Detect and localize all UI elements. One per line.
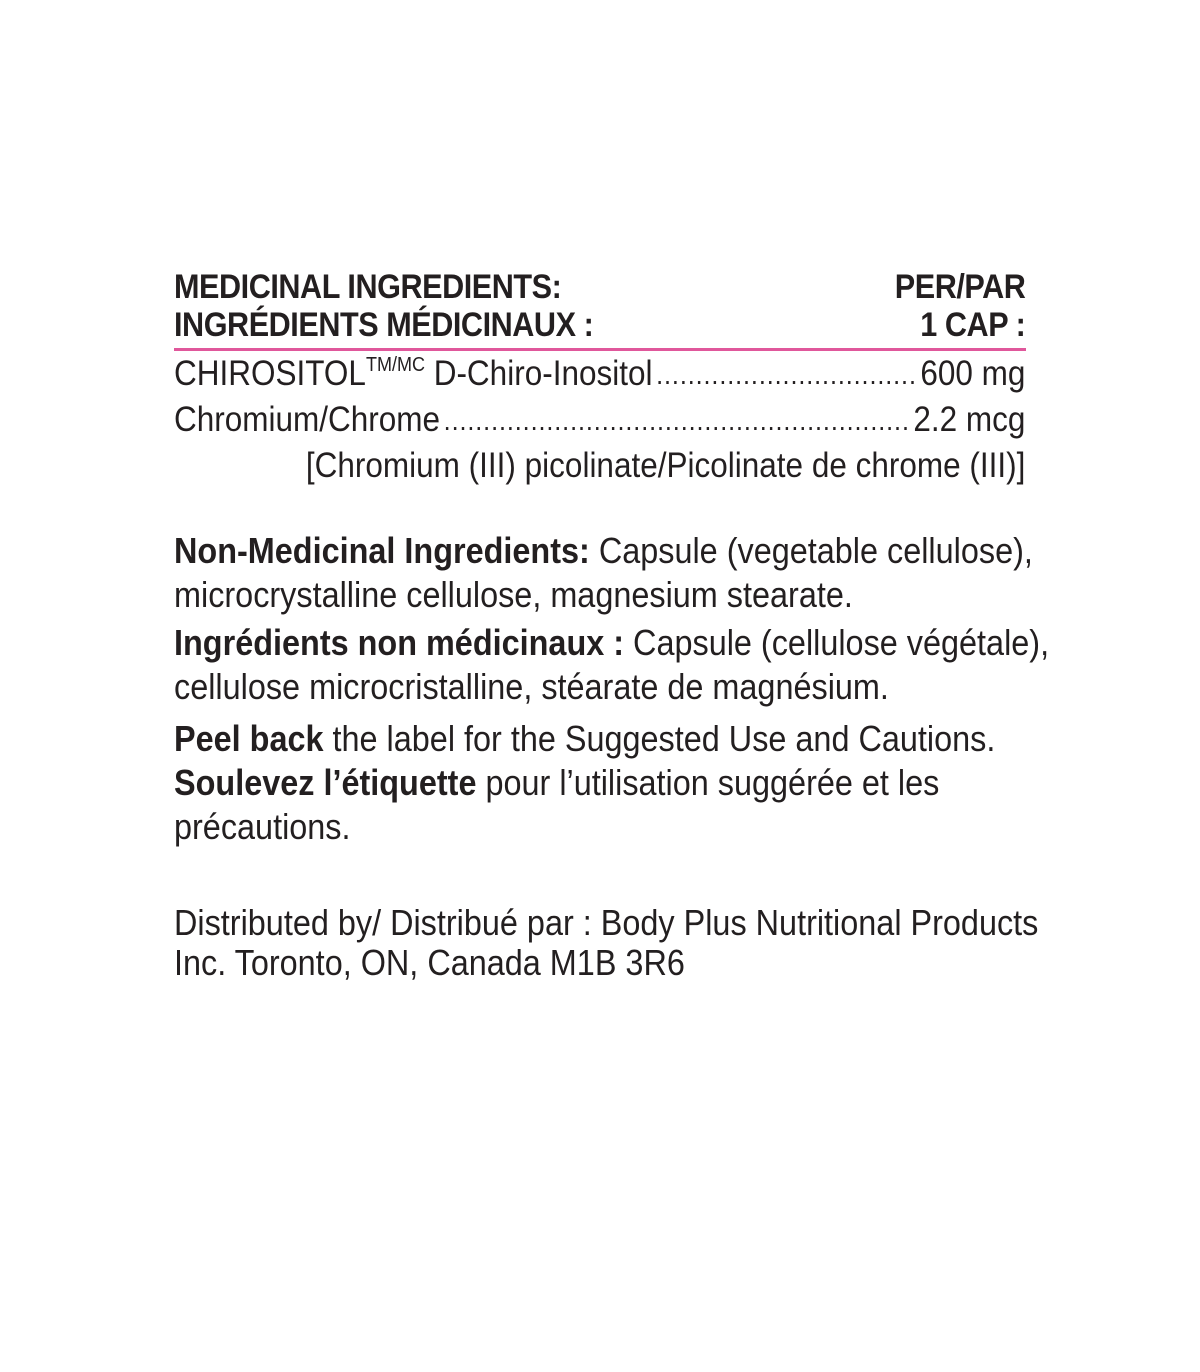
ingredient-source: [Chromium (III) picolinate/Picolinate de chrome (III)] (305, 446, 1026, 485)
non-medicinal-label-en: Non-Medicinal Ingredients: (174, 530, 590, 571)
peel-back-notice (174, 717, 1054, 849)
leader-dots (656, 351, 917, 397)
non-medicinal-ingredients-en (174, 529, 1054, 617)
per-heading: PER/PAR (894, 268, 1026, 306)
peel-back-label-en: Peel back (174, 718, 324, 759)
ingredient-name: Chromium/Chrome (174, 400, 441, 439)
distributor-info: Distributed by/ Distribué par : Body Plus Nutritional Products Inc. Toronto, ON, Canada M1B 3R6 (174, 902, 1039, 983)
leader-dots (444, 397, 910, 443)
ingredient-amount: 2.2 mcg (913, 400, 1026, 439)
peel-back-text-en: the label for the Suggested Use and Cautions. (323, 718, 996, 759)
non-medicinal-label-fr: Ingrédients non médicinaux : (174, 622, 625, 663)
ingredient-name-rest: D-Chiro-Inositol (424, 354, 653, 393)
trademark-mark: TM/MC (365, 354, 425, 376)
peel-back-text-fr: pour l’utilisation suggérée et les précautions. (174, 762, 940, 847)
ingredient-row (174, 397, 1025, 443)
dose-unit-heading: 1 CAP : (920, 306, 1026, 344)
ingredient-brand: CHIROSITOL (174, 354, 366, 393)
ingredients-header (174, 268, 1025, 344)
supplement-facts-label (174, 268, 1054, 983)
ingredient-name (174, 351, 653, 397)
header-left (174, 268, 593, 344)
non-medicinal-ingredients-fr (174, 621, 1054, 709)
ingredient-amount: 600 mg (920, 354, 1026, 393)
non-medicinal-text-en: Capsule (vegetable cellulose), microcrystalline cellulose, magnesium stearate. (174, 530, 1033, 615)
peel-back-label-fr: Soulevez l’étiquette (174, 762, 477, 803)
medicinal-ingredients-heading-en: MEDICINAL INGREDIENTS: (174, 268, 562, 306)
non-medicinal-text-fr: Capsule (cellulose végétale), cellulose microcristalline, stéarate de magnésium. (174, 622, 1050, 707)
header-right (895, 268, 1026, 344)
ingredient-row (174, 351, 1025, 397)
medicinal-ingredients-heading-fr: INGRÉDIENTS MÉDICINAUX : (174, 306, 594, 344)
